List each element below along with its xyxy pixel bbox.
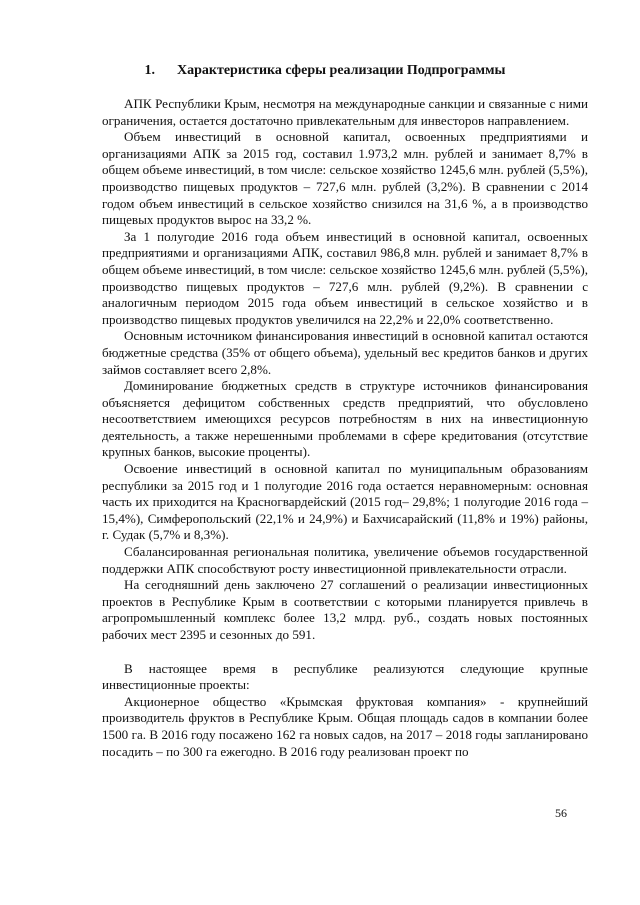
paragraph-gap — [102, 644, 588, 661]
paragraph-intro: АПК Республики Крым, несмотря на международные санкции и связанные с ними ограничения, остается достаточно привлекательным для инвесторов направлением. — [102, 96, 588, 128]
paragraph-regional-policy: Сбалансированная региональная политика, увеличение объемов государственной поддержки АПК способствуют росту инвестиционной привлекательности отрасли. — [102, 544, 588, 576]
paragraph-funding-sources: Основным источником финансирования инвестиций в основной капитал остаются бюджетные средства (35% от общего объема), удельный вес кредитов банков и других займов составляет всего 2,8%. — [102, 328, 588, 377]
paragraph-fruit-company: Акционерное общество «Крымская фруктовая компания» - крупнейший производитель фруктов в Республике Крым. Общая площадь садов в компании более 1500 га. В 2016 году посажено 162 га новых садов, на 2017 – 2018 годы запланировано посадить – по 300 га ежегодно. В 2016 году реализован проект по — [102, 693, 588, 759]
paragraph-investment-2016: За 1 полугодие 2016 года объем инвестиций в основной капитал, освоенных предприятиями и организациями АПК, составил 986,8 млн. рублей и занимает 8,7% в общем объеме инвестиций, в том числе: сельское хозяйство 1245,6 млн. рублей (5,5%), производство пищевых продуктов – 727,6 млн. рублей (9,2%). В сравнении с аналогичным периодом 2015 года объем инвестиций в сельское хозяйство и в производство пищевых продуктов увеличился на 22,2% и 22,0% соответственно. — [102, 228, 588, 327]
document-page — [102, 62, 588, 760]
section-title: Характеристика сферы реализации Подпрограммы — [176, 63, 506, 78]
paragraph-investment-2015: Объем инвестиций в основной капитал, освоенных предприятиями и организациями АПК за 2015 год, составил 1.973,2 млн. рублей и занимает 8,7% в общем объеме инвестиций, в том числе: сельское хозяйство 1245,6 млн. рублей (5,5%), производство пищевых продуктов – 727,6 млн. рублей (3,2%). В сравнении с 2014 годом объем инвестиций в сельское хозяйство снизился на 31,6 %, а в производство пищевых продуктов вырос на 33,2 %. — [102, 129, 588, 228]
paragraph-agreements: На сегодняшний день заключено 27 соглашений о реализации инвестиционных проектов в Республике Крым в соответствии с которыми планируется привлечь в агропромышленный комплекс более 13,2 млрд. руб., создать новых постоянных рабочих мест 2395 и сезонных до 591. — [102, 577, 588, 642]
paragraph-budget-dominance: Доминирование бюджетных средств в структуре источников финансирования объясняется дефицитом собственных средств предприятий, что обусловлено несоответствием имеющихся ресурсов потребностям в них на инвестиционную деятельность, а также нерешенными проблемами в сфере кредитования (отсутствие крупных банков, высокие проценты). — [102, 378, 588, 460]
paragraph-current-projects: В настоящее время в республике реализуются следующие крупные инвестиционные проекты: — [102, 660, 588, 693]
section-heading — [102, 62, 588, 80]
page-number: 56 — [555, 806, 567, 820]
paragraph-municipal-distribution: Освоение инвестиций в основной капитал по муниципальным образованиям республики за 2015 год и 1 полугодие 2016 года остается неравномерным: основная часть их приходится на Красногвардейский (2015 год– 29,8%; 1 полугодие 2016 года – 15,4%), Симферопольский (22,1% и 24,9%) и Бахчисарайский (11,8% и 19%) районы, г. Судак (5,7% и 8,3%). — [102, 461, 588, 543]
section-number: 1. — [144, 63, 155, 78]
